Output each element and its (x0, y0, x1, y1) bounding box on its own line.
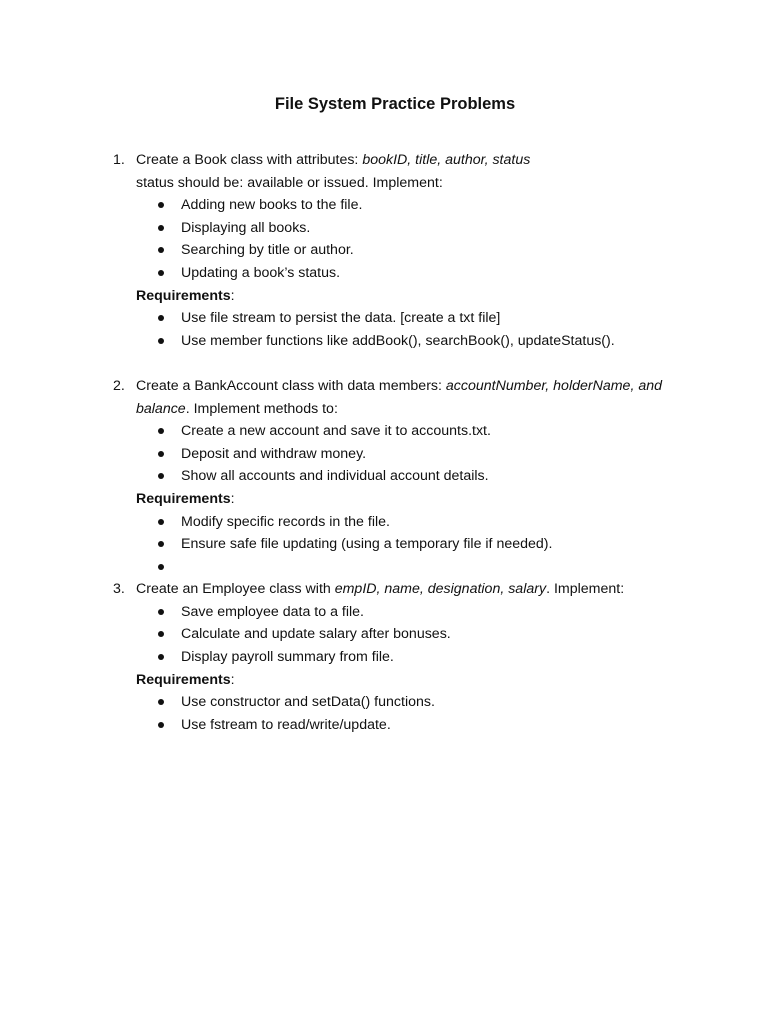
bullet-icon (158, 225, 164, 231)
bullet-icon (158, 519, 164, 525)
task-text: Searching by title or author. (181, 242, 354, 259)
requirement-item (136, 307, 666, 330)
task-text: Save employee data to a file. (181, 603, 364, 620)
bullet-icon (158, 338, 164, 344)
requirements-label: Requirements (136, 671, 231, 688)
task-list (136, 420, 666, 488)
requirement-item (136, 691, 666, 714)
task-item (136, 443, 666, 466)
task-item (136, 239, 666, 262)
requirement-text: Ensure safe file updating (using a temporary file if needed). (181, 536, 553, 553)
intro-attributes: bookID, title, author, status (362, 152, 531, 168)
problem-intro (136, 149, 666, 172)
bullet-icon (158, 564, 164, 570)
bullet-icon (158, 428, 164, 434)
problem-number: 3. (113, 581, 125, 598)
requirements-heading (136, 488, 666, 511)
requirement-text: Use member functions like addBook(), searchBook(), updateStatus(). (181, 332, 615, 349)
task-item (136, 420, 666, 443)
task-text: Displaying all books. (181, 219, 311, 236)
intro-text: Create an Employee class with (136, 581, 335, 598)
task-text: Create a new account and save it to accounts.txt. (181, 423, 491, 440)
requirement-text: Use fstream to read/write/update. (181, 716, 391, 733)
intro-text: Create a Book class with attributes: (136, 152, 363, 168)
requirement-item (136, 511, 666, 534)
problem-intro (136, 375, 666, 420)
task-text: Display payroll summary from file. (181, 649, 394, 666)
problem-intro (136, 578, 666, 601)
bullet-icon (158, 541, 164, 547)
bullet-icon (158, 699, 164, 705)
bullet-icon (158, 631, 164, 637)
problem-intro-continued: status should be: available or issued. Implement: (136, 174, 443, 191)
bullet-icon (158, 202, 164, 208)
requirements-colon: : (230, 287, 235, 304)
requirements-label: Requirements (136, 490, 231, 507)
intro-attributes: empID, name, designation, salary (334, 581, 547, 598)
requirements-list (136, 511, 666, 579)
intro-text: Create a BankAccount class with data members: (136, 377, 446, 394)
task-item (136, 262, 666, 285)
requirement-text: Use file stream to persist the data. [create a txt file] (181, 310, 501, 327)
task-text: Calculate and update salary after bonuses. (181, 626, 451, 643)
bullet-icon (158, 654, 164, 660)
requirements-colon: : (230, 490, 235, 507)
requirements-list (136, 691, 666, 736)
bullet-icon (158, 270, 164, 276)
bullet-icon (158, 315, 164, 321)
intro-suffix: . Implement methods to: (185, 400, 338, 417)
bullet-icon (158, 451, 164, 457)
task-text: Deposit and withdraw money. (181, 445, 367, 462)
requirement-text: Modify specific records in the file. (181, 513, 390, 530)
requirements-heading (136, 285, 666, 308)
requirement-item (136, 533, 666, 556)
requirements-colon: : (230, 671, 235, 688)
task-list (136, 194, 666, 284)
task-item (136, 623, 666, 646)
problem-number: 2. (113, 377, 125, 394)
requirement-item (136, 714, 666, 737)
problem-number: 1. (113, 152, 125, 168)
problem-2 (0, 375, 666, 578)
requirement-item (136, 330, 666, 353)
requirement-text: Use constructor and setData() functions. (181, 694, 435, 711)
requirements-list (136, 307, 666, 352)
bullet-icon (158, 722, 164, 728)
requirements-label: Requirements (136, 287, 231, 304)
task-text: Adding new books to the file. (181, 197, 363, 214)
problem-3 (0, 578, 666, 736)
task-item (136, 646, 666, 669)
task-item (136, 465, 666, 488)
task-list (136, 601, 666, 669)
task-item (136, 194, 666, 217)
intro-attributes: accountNumber, holderName, and balance (136, 377, 662, 417)
page-title: File System Practice Problems (274, 95, 516, 113)
bullet-icon (158, 609, 164, 615)
task-text: Show all accounts and individual account details. (181, 468, 489, 485)
task-item (136, 601, 666, 624)
problem-list (0, 149, 768, 736)
task-item (136, 217, 666, 240)
requirements-heading (136, 669, 666, 692)
bullet-icon (158, 473, 164, 479)
bullet-icon (158, 247, 164, 253)
requirement-item-empty (136, 556, 666, 579)
intro-suffix: . Implement: (546, 581, 625, 598)
problem-1 (0, 149, 666, 352)
task-text: Updating a book’s status. (181, 264, 341, 281)
